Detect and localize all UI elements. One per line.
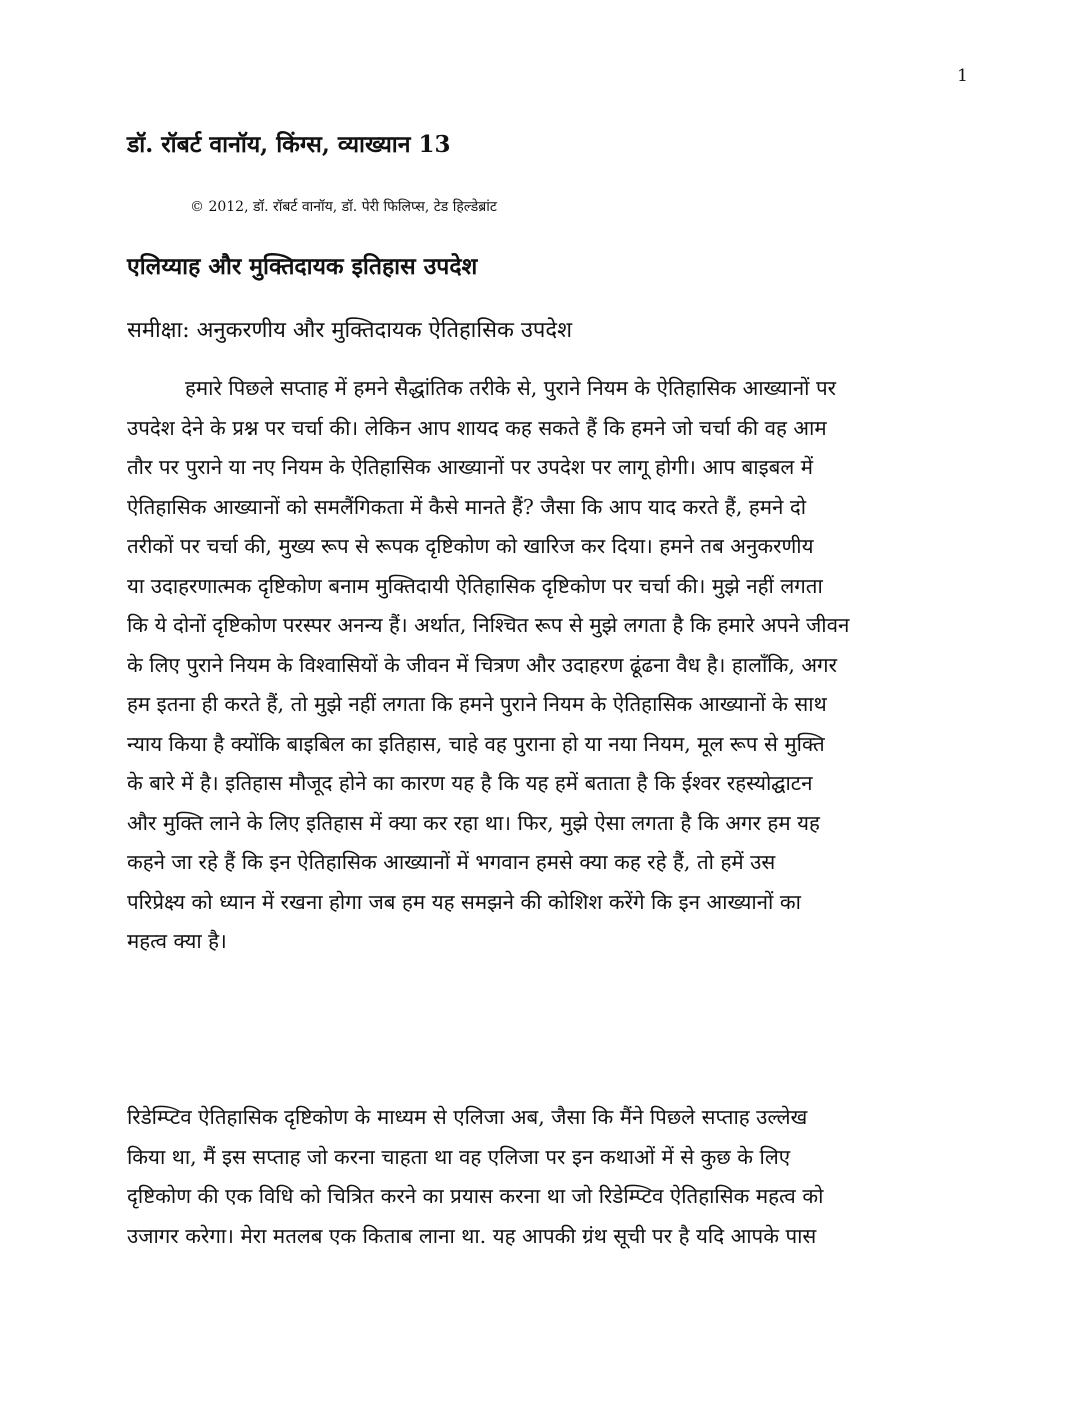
review-heading: समीक्षा: अनुकरणीय और मुक्तिदायक ऐतिहासिक उपदेश: [127, 318, 573, 343]
paragraph-line: परिप्रेक्ष्य को ध्यान में रखना होगा जब हम यह समझने की कोशिश करेंगे कि इन आख्यानों का: [127, 889, 801, 914]
paragraph-line: के बारे में है। इतिहास मौजूद होने का कारण यह है कि यह हमें बताता है कि ईश्वर रहस्योद्घाटन: [127, 771, 813, 795]
paragraph-line: दृष्टिकोण की एक विधि को चित्रित करने का प्रयास करना था जो रिडेम्प्टिव ऐतिहासिक महत्व को: [127, 1184, 824, 1208]
paragraph-line: उपदेश देने के प्रश्न पर चर्चा की। लेकिन आप शायद कह सकते हैं कि हमने जो चर्चा की वह आम: [127, 415, 827, 440]
paragraph-line: तौर पर पुराने या नए नियम के ऐतिहासिक आख्यानों पर उपदेश पर लागू होगी। आप बाइबल में: [127, 455, 814, 479]
paragraph-line: महत्व क्या है।: [127, 929, 227, 953]
paragraph-line: किया था, मैं इस सप्ताह जो करना चाहता था वह एलिजा पर इन कथाओं में से कुछ के लिए: [127, 1144, 791, 1169]
copyright-notice: © 2012, डॉ. रॉबर्ट वानॉय, डॉ. पेरी फिलिप्स, टेड हिल्डेब्रांट: [190, 199, 497, 215]
paragraph-line: के लिए पुराने नियम के विश्वासियों के जीवन में चित्रण और उदाहरण ढूंढना वैध है। हालाँकि, अगर: [127, 652, 837, 677]
paragraph-elijah: [127, 1098, 967, 1256]
paragraph-line: रिडेम्प्टिव ऐतिहासिक दृष्टिकोण के माध्यम से एलिजा अब, जैसा कि मैंने पिछले सप्ताह उल्लेख: [127, 1105, 808, 1129]
document-title: डॉ. रॉबर्ट वानॉय, किंग्स, व्याख्यान 13: [127, 131, 451, 158]
paragraph-line: और मुक्ति लाने के लिए इतिहास में क्या कर रहा था। फिर, मुझे ऐसा लगता है कि अगर हम यह: [127, 810, 820, 835]
paragraph-line: हमारे पिछले सप्ताह में हमने सैद्धांतिक तरीके से, पुराने नियम के ऐतिहासिक आख्यानों पर: [185, 376, 836, 400]
page-number: 1: [957, 66, 968, 86]
paragraph-line: उजागर करेगा। मेरा मतलब एक किताब लाना था. यह आपकी ग्रंथ सूची पर है यदि आपके पास: [127, 1223, 817, 1248]
paragraph-line: तरीकों पर चर्चा की, मुख्य रूप से रूपक दृष्टिकोण को खारिज कर दिया। हमने तब अनुकरणीय: [127, 534, 814, 558]
paragraph-line: कि ये दोनों दृष्टिकोण परस्पर अनन्य हैं। अर्थात, निश्चित रूप से मुझे लगता है कि हमारे अपने जीवन: [127, 613, 850, 637]
paragraph-line: न्याय किया है क्योंकि बाइबिल का इतिहास, चाहे वह पुराना हो या नया नियम, मूल रूप से मुक्ति: [127, 731, 825, 756]
paragraph-line: ऐतिहासिक आख्यानों को समलैंगिकता में कैसे मानते हैं? जैसा कि आप याद करते हैं, हमने दो: [127, 494, 807, 519]
section-heading: एलिय्याह और मुक्तिदायक इतिहास उपदेश: [127, 253, 478, 280]
paragraph-line: कहने जा रहे हैं कि इन ऐतिहासिक आख्यानों में भगवान हमसे क्या कह रहे हैं, तो हमें उस: [127, 850, 776, 874]
paragraph-line: हम इतना ही करते हैं, तो मुझे नहीं लगता कि हमने पुराने नियम के ऐतिहासिक आख्यानों के साथ: [127, 692, 827, 716]
paragraph-line: या उदाहरणात्मक दृष्टिकोण बनाम मुक्तिदायी ऐतिहासिक दृष्टिकोण पर चर्चा की। मुझे नहीं लगता: [127, 573, 823, 598]
paragraph-intro: [127, 369, 967, 962]
